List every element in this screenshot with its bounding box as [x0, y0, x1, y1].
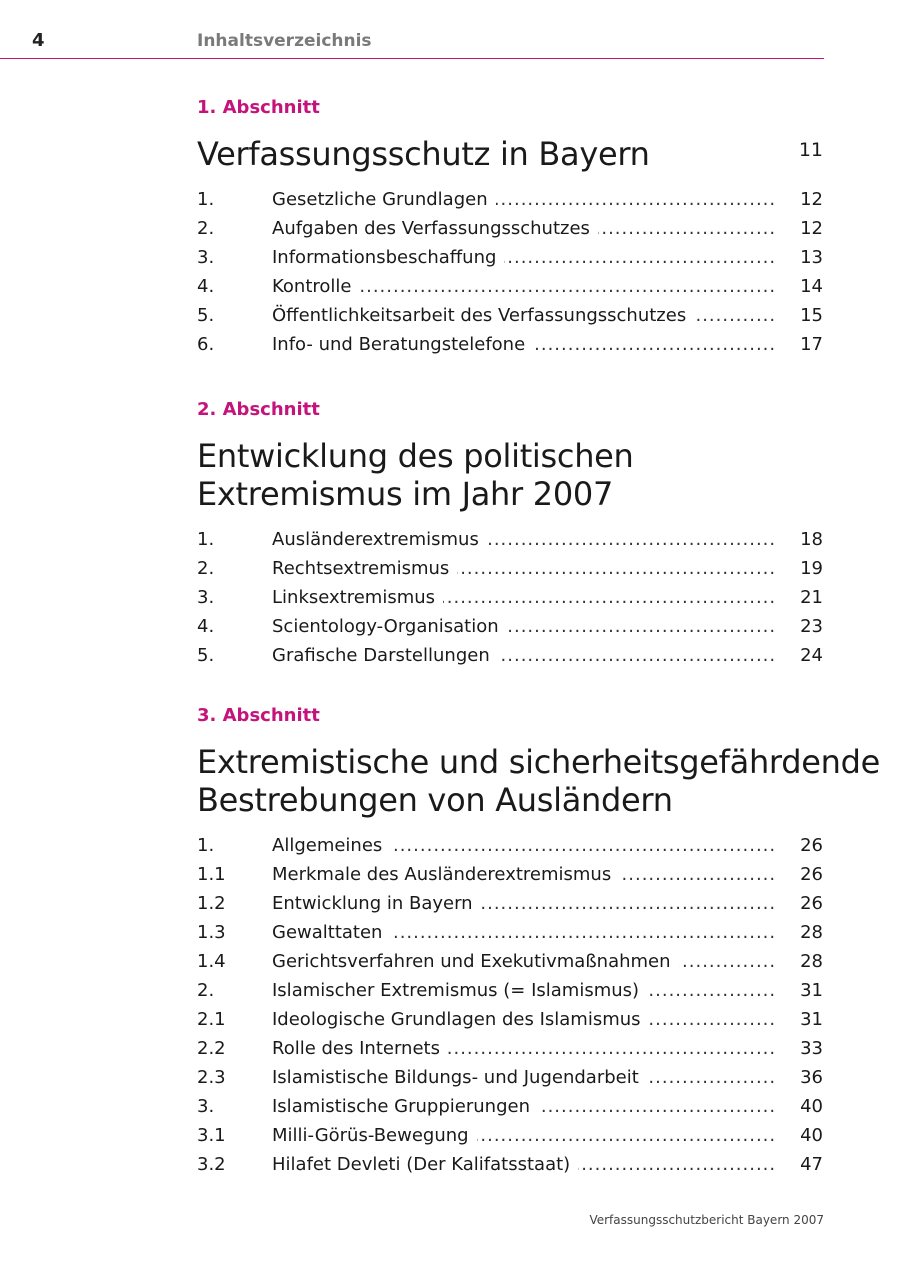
section-title-line-1: Extremistische und sicherheitsgefährdende	[197, 743, 880, 781]
toc-entry-number: 3.	[197, 247, 215, 268]
toc-entry-label: Rolle des Internets	[272, 1038, 448, 1059]
footer-text: Verfassungsschutzbericht Bayern 2007	[589, 1213, 824, 1227]
toc-entry-label: Informationsbeschaffung	[272, 247, 504, 268]
section-title-row	[197, 135, 825, 173]
toc-entry-label-wrap	[272, 1063, 778, 1092]
toc-entry-label: Islamischer Extremismus (= Islamismus)	[272, 980, 647, 1001]
toc-entries	[197, 185, 825, 359]
page-number: 4	[32, 30, 45, 51]
section-title-line-1: Entwicklung des politischen	[197, 437, 634, 475]
toc-entry-page: 26	[800, 893, 823, 914]
section-page-number: 11	[798, 139, 823, 161]
toc-entry-label-wrap	[272, 185, 778, 214]
toc-entry-label: Linksextremismus	[272, 587, 443, 608]
toc-entry[interactable]	[197, 641, 825, 670]
toc-entry-label-wrap	[272, 301, 778, 330]
toc-entry-label: Islamistische Bildungs- und Jugendarbeit	[272, 1067, 647, 1088]
toc-entry-label: Aufgaben des Verfassungsschutzes	[272, 218, 598, 239]
toc-entry[interactable]	[197, 612, 825, 641]
toc-entry-label-wrap	[272, 554, 778, 583]
toc-entry-page: 40	[800, 1125, 823, 1146]
toc-entry-label: Ausländerextremismus	[272, 529, 487, 550]
toc-entry-label-wrap	[272, 860, 778, 889]
toc-entry-label: Hilafet Devleti (Der Kalifatsstaat)	[272, 1154, 578, 1175]
toc-entry-label-wrap	[272, 641, 778, 670]
toc-entry-label-wrap	[272, 272, 778, 301]
section-label: 3. Abschnitt	[197, 705, 320, 726]
toc-entry-number: 1.1	[197, 864, 226, 885]
toc-entry-page: 36	[800, 1067, 823, 1088]
toc-entry-number: 5.	[197, 645, 215, 666]
toc-entry-number: 2.	[197, 218, 215, 239]
section-title-line-2: Bestrebungen von Ausländern	[197, 781, 673, 819]
toc-entry[interactable]	[197, 831, 825, 860]
toc-entry-page: 21	[800, 587, 823, 608]
toc-entries	[197, 831, 825, 1179]
running-title: Inhaltsverzeichnis	[197, 31, 372, 51]
toc-entry-label: Rechtsextremismus	[272, 558, 457, 579]
toc-entry-label: Info- und Beratungstelefone	[272, 334, 533, 355]
toc-entry-page: 26	[800, 835, 823, 856]
toc-entry-page: 31	[800, 1009, 823, 1030]
toc-entry-number: 1.	[197, 189, 215, 210]
toc-entry-page: 23	[800, 616, 823, 637]
toc-entry-number: 1.	[197, 835, 215, 856]
toc-entry-label: Gesetzliche Grundlagen	[272, 189, 496, 210]
page-header	[0, 0, 824, 59]
toc-entry-page: 24	[800, 645, 823, 666]
toc-entry-number: 4.	[197, 616, 215, 637]
toc-entry-number: 5.	[197, 305, 215, 326]
section-2	[197, 399, 825, 670]
toc-entry-label-wrap	[272, 214, 778, 243]
toc-entry-page: 15	[800, 305, 823, 326]
toc-entry-page: 31	[800, 980, 823, 1001]
toc-entry-label-wrap	[272, 976, 778, 1005]
toc-entry-number: 2.2	[197, 1038, 226, 1059]
toc-entry-label: Öffentlichkeitsarbeit des Verfassungsschutzes	[272, 305, 694, 326]
toc-entry-label-wrap	[272, 525, 778, 554]
toc-entry-number: 3.	[197, 587, 215, 608]
section-label: 2. Abschnitt	[197, 399, 320, 420]
section-3	[197, 705, 880, 1179]
toc-entry-number: 3.1	[197, 1125, 226, 1146]
toc-entry-label-wrap	[272, 583, 778, 612]
toc-entry-number: 1.	[197, 529, 215, 550]
toc-entry-label-wrap	[272, 889, 778, 918]
toc-entry-number: 1.2	[197, 893, 226, 914]
toc-entry[interactable]	[197, 330, 825, 359]
toc-entry[interactable]	[197, 860, 825, 889]
toc-entry[interactable]	[197, 243, 825, 272]
toc-entry-label: Scientology-Organisation	[272, 616, 507, 637]
toc-entry[interactable]	[197, 554, 825, 583]
toc-entry-label: Milli-Görüs-Bewegung	[272, 1125, 477, 1146]
toc-entry-number: 3.2	[197, 1154, 226, 1175]
toc-entry-number: 4.	[197, 276, 215, 297]
toc-entry[interactable]	[197, 214, 825, 243]
toc-entry[interactable]	[197, 272, 825, 301]
toc-entry[interactable]	[197, 1150, 825, 1179]
toc-entry-label-wrap	[272, 1034, 778, 1063]
toc-entry[interactable]	[197, 947, 825, 976]
toc-entry-page: 28	[800, 922, 823, 943]
toc-entry-label-wrap	[272, 1092, 778, 1121]
toc-entry-label: Merkmale des Ausländerextremismus	[272, 864, 619, 885]
toc-entry[interactable]	[197, 525, 825, 554]
toc-entry[interactable]	[197, 1121, 825, 1150]
toc-entry-number: 1.3	[197, 922, 226, 943]
toc-entry-label: Islamistische Gruppierungen	[272, 1096, 538, 1117]
toc-entry[interactable]	[197, 583, 825, 612]
toc-entry-label-wrap	[272, 612, 778, 641]
section-title-line-2: Extremismus im Jahr 2007	[197, 475, 614, 513]
toc-entry[interactable]	[197, 1005, 825, 1034]
section-title: Verfassungsschutz in Bayern	[197, 135, 650, 173]
toc-entry-label: Grafische Darstellungen	[272, 645, 498, 666]
toc-entry-number: 1.4	[197, 951, 226, 972]
section-title-row	[197, 743, 880, 819]
toc-entry[interactable]	[197, 1034, 825, 1063]
toc-entry-number: 2.	[197, 558, 215, 579]
toc-entry-label: Ideologische Grundlagen des Islamismus	[272, 1009, 649, 1030]
toc-entry-page: 17	[800, 334, 823, 355]
toc-entry-page: 28	[800, 951, 823, 972]
toc-entry-page: 18	[800, 529, 823, 550]
toc-entry-label: Kontrolle	[272, 276, 359, 297]
toc-entry-number: 2.3	[197, 1067, 226, 1088]
toc-entry-page: 14	[800, 276, 823, 297]
toc-entry-label-wrap	[272, 1005, 778, 1034]
toc-entry-label-wrap	[272, 330, 778, 359]
toc-entry-page: 19	[800, 558, 823, 579]
toc-entry[interactable]	[197, 976, 825, 1005]
toc-entry[interactable]	[197, 918, 825, 947]
toc-entry-label: Gerichtsverfahren und Exekutivmaßnahmen	[272, 951, 679, 972]
toc-entry[interactable]	[197, 301, 825, 330]
toc-entry-label: Allgemeines	[272, 835, 390, 856]
toc-entry-label-wrap	[272, 947, 778, 976]
toc-entry-page: 40	[800, 1096, 823, 1117]
toc-entry[interactable]	[197, 1063, 825, 1092]
toc-entry-label-wrap	[272, 243, 778, 272]
toc-entry-page: 33	[800, 1038, 823, 1059]
toc-entry-label-wrap	[272, 1121, 778, 1150]
toc-entry-label-wrap	[272, 918, 778, 947]
toc-entry-number: 2.1	[197, 1009, 226, 1030]
toc-entry[interactable]	[197, 1092, 825, 1121]
toc-entry-number: 3.	[197, 1096, 215, 1117]
section-title-row	[197, 437, 825, 513]
toc-entry-page: 12	[800, 218, 823, 239]
toc-entry-number: 6.	[197, 334, 215, 355]
toc-entries	[197, 525, 825, 670]
toc-entry-page: 13	[800, 247, 823, 268]
toc-entry-page: 47	[800, 1154, 823, 1175]
section-1	[197, 97, 825, 359]
toc-entry[interactable]	[197, 889, 825, 918]
toc-entry-label-wrap	[272, 1150, 778, 1179]
toc-entry-page: 26	[800, 864, 823, 885]
section-label: 1. Abschnitt	[197, 97, 320, 118]
toc-entry-label-wrap	[272, 831, 778, 860]
toc-entry-number: 2.	[197, 980, 215, 1001]
toc-entry-label: Entwicklung in Bayern	[272, 893, 481, 914]
toc-entry-page: 12	[800, 189, 823, 210]
toc-entry[interactable]	[197, 185, 825, 214]
toc-entry-label: Gewalttaten	[272, 922, 390, 943]
